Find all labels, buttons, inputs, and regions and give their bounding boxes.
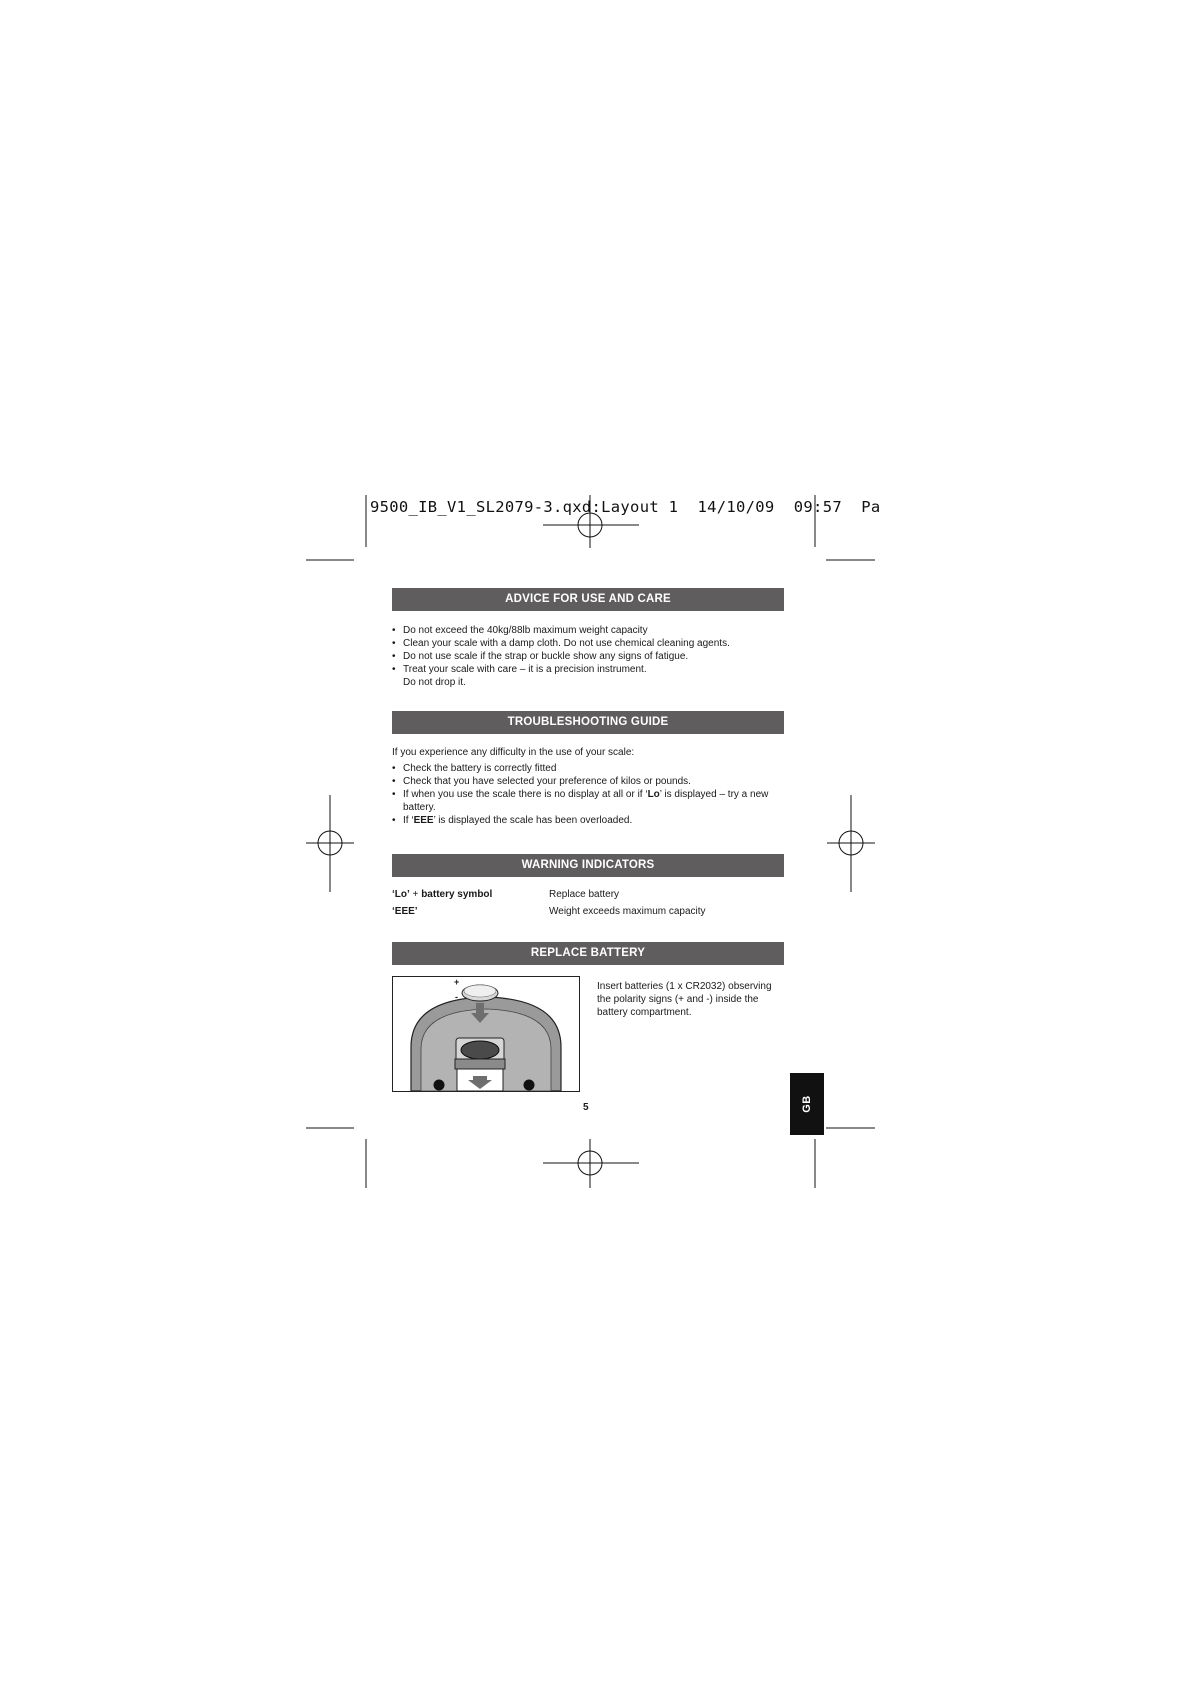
warning-key xyxy=(392,888,492,901)
list-item: • Do not use scale if the strap or buckle show any signs of fatigue. xyxy=(392,650,784,663)
list-item: • Check that you have selected your preference of kilos or pounds. xyxy=(392,775,782,788)
warning-code: ‘Lo’ xyxy=(392,889,410,900)
plus-text: + xyxy=(409,889,422,900)
list-item: • Do not exceed the 40kg/88lb maximum weight capacity xyxy=(392,624,784,637)
scale-foot-left xyxy=(434,1080,445,1091)
item-text: If ‘ xyxy=(403,815,414,826)
indicator-code: Lo xyxy=(647,789,660,800)
list-item: • Treat your scale with care – it is a precision instrument. xyxy=(392,663,784,676)
item-text: ’ is displayed – try a new battery. xyxy=(403,789,769,813)
warning-symbol-text: battery symbol xyxy=(421,889,493,900)
list-item xyxy=(392,814,782,827)
language-tab-label: GB xyxy=(801,1095,813,1113)
section-header-warning: WARNING INDICATORS xyxy=(392,854,784,877)
section-header-battery: REPLACE BATTERY xyxy=(392,942,784,965)
indicator-code: EEE xyxy=(413,815,434,826)
section-header-troubleshooting: TROUBLESHOOTING GUIDE xyxy=(392,711,784,734)
minus-sign: - xyxy=(455,992,458,1002)
file-slug-line: 9500_IB_V1_SL2079-3.qxd:Layout 1 14/10/09 09:57 Pa xyxy=(370,498,881,516)
item-text: If when you use the scale there is no display at all or if ‘ xyxy=(403,789,648,800)
battery-diagram xyxy=(392,976,580,1092)
advice-continuation: Do not drop it. xyxy=(403,677,466,688)
list-item: • Check the battery is correctly fitted xyxy=(392,762,782,775)
advice-list xyxy=(392,624,784,676)
scale-foot-right xyxy=(524,1080,535,1091)
section-header-advice: ADVICE FOR USE AND CARE xyxy=(392,588,784,611)
troubleshooting-intro: If you experience any difficulty in the use of your scale: xyxy=(392,747,635,758)
plus-sign: + xyxy=(454,977,460,987)
troubleshooting-list xyxy=(392,762,782,827)
list-item: • Clean your scale with a damp cloth. Do not use chemical cleaning agents. xyxy=(392,637,784,650)
battery-illustration xyxy=(393,977,579,1091)
battery-slot xyxy=(461,1041,499,1059)
coin-battery-top xyxy=(464,985,496,997)
list-item xyxy=(392,788,782,814)
battery-instructions: Insert batteries (1 x CR2032) observing the polarity signs (+ and -) inside the battery compartment. xyxy=(597,981,772,1018)
language-tab xyxy=(790,1073,824,1135)
warning-value: Replace battery xyxy=(549,889,620,900)
warning-key: ‘EEE’ xyxy=(392,906,418,917)
battery-door-rim xyxy=(455,1059,505,1069)
item-text: ’ is displayed the scale has been overloaded. xyxy=(433,815,633,826)
page-number: 5 xyxy=(583,1102,589,1113)
warning-value: Weight exceeds maximum capacity xyxy=(549,906,706,917)
